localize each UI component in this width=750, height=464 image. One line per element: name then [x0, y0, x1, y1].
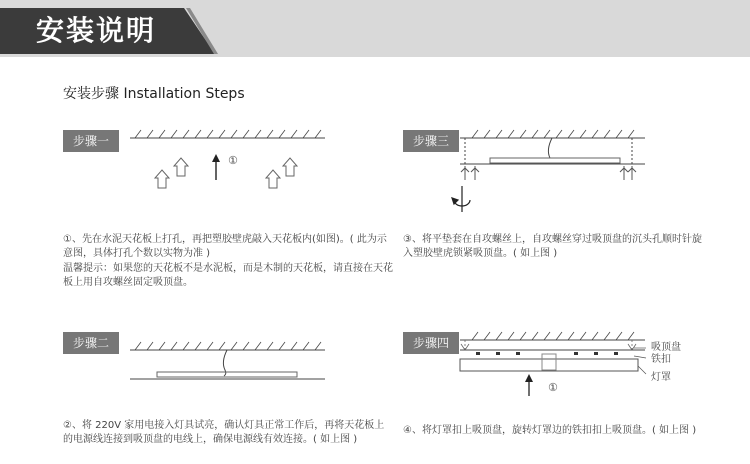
step-4-description: ④、将灯罩扣上吸顶盘，旋转灯罩边的铁扣扣上吸顶盘。( 如上图 ) [403, 425, 697, 436]
label-metal-buckle: 铁扣 [651, 354, 671, 365]
screw-icon [461, 340, 636, 350]
rotate-clockwise-icon [452, 186, 470, 212]
step-3-tag: 步骤三 [403, 130, 459, 152]
step-4-tag: 步骤四 [403, 332, 459, 354]
step-2-tag: 步骤二 [63, 332, 119, 354]
step-2-description: ②、将 220V 家用电接入灯具试亮，确认灯具正常工作后，再将天花板上的电源线连接到吸顶盘的电线上，确保电源线有效连接。( 如上图 ) [63, 420, 385, 445]
step-1-description [63, 233, 393, 290]
section-title: 安装步骤 Installation Steps [63, 86, 245, 102]
step-1-tag: 步骤一 [63, 130, 119, 152]
callout-lines [634, 348, 646, 374]
label-lamp-shade: 灯罩 [651, 372, 671, 383]
step-1-text: ①、先在水泥天花板上打孔，再把塑胶壁虎敲入天花板内(如图)。( 此为示意图，具体打孔个数以实物为准 ) [63, 234, 387, 259]
lamp-shade [460, 359, 638, 371]
ceiling-hatch [135, 130, 321, 138]
label-ceiling-tray: 吸顶盘 [651, 342, 681, 353]
page-title: 安装说明 [36, 14, 157, 47]
screw-icon [461, 166, 636, 180]
step-4-marker: ① [548, 381, 558, 394]
step-1-note: 温馨提示：如果您的天花板不是水泥板，而是木制的天花板，请直接在天花板上用自攻螺丝固定吸顶盘。 [63, 263, 393, 288]
step-3-description: ③、将平垫套在自攻螺丝上，自攻螺丝穿过吸顶盘的沉头孔顺时针旋入塑胶壁虎锁紧吸顶盘。( 如上图 ) [403, 234, 702, 259]
step-3-diagram [450, 124, 650, 216]
up-arrow-icon [212, 154, 220, 180]
step-2-diagram [125, 328, 330, 388]
up-arrow-icon [525, 374, 533, 396]
wall-anchor-icon [155, 158, 297, 188]
step-1-marker: ① [228, 154, 238, 167]
